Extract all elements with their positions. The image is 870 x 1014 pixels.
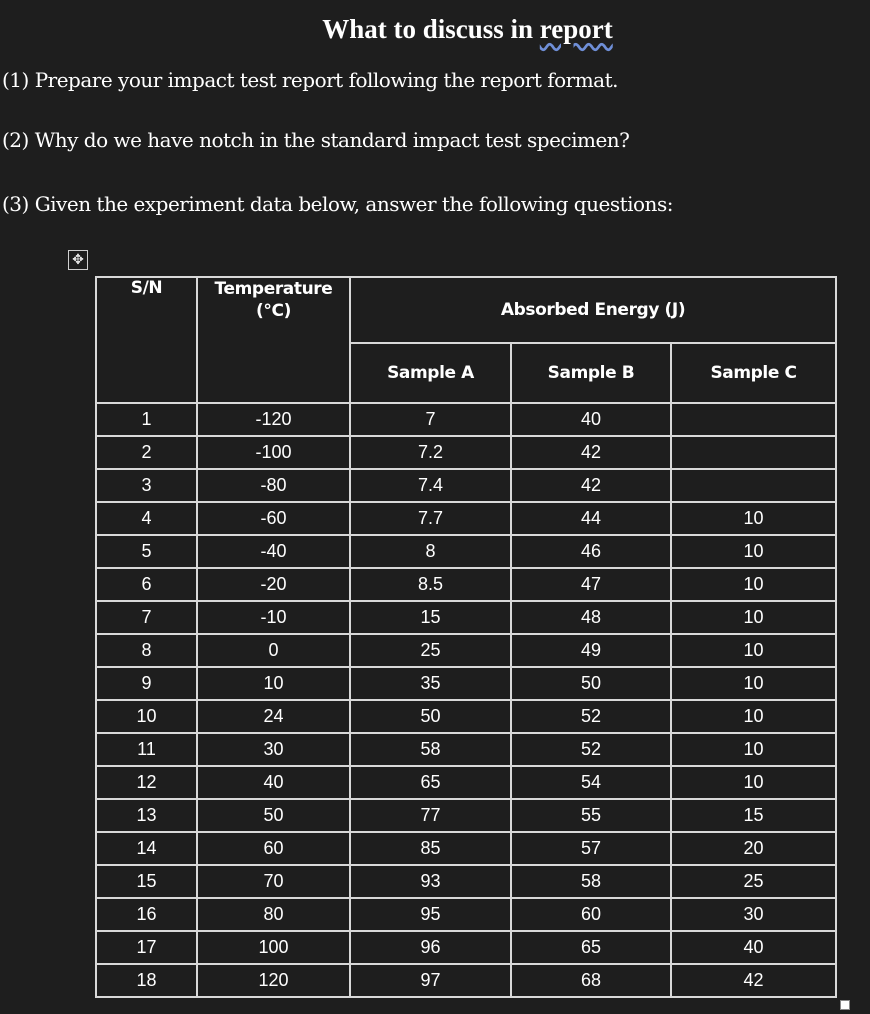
- cell-sn: 15: [96, 865, 197, 898]
- table-row: [96, 535, 836, 568]
- table-row: [96, 700, 836, 733]
- cell-c: 10: [671, 766, 836, 799]
- cell-sn: 16: [96, 898, 197, 931]
- cell-temp: -40: [197, 535, 350, 568]
- cell-sn: 8: [96, 634, 197, 667]
- table-row: [96, 601, 836, 634]
- header-temperature-label: Temperature: [214, 279, 333, 299]
- cell-temp: 50: [197, 799, 350, 832]
- cell-sn: 18: [96, 964, 197, 997]
- data-table: [95, 276, 837, 998]
- cell-b: 42: [511, 469, 671, 502]
- table-row: [96, 964, 836, 997]
- cell-temp: -80: [197, 469, 350, 502]
- cell-sn: 1: [96, 403, 197, 436]
- cell-a: 7.2: [350, 436, 511, 469]
- cell-a: 8: [350, 535, 511, 568]
- cell-b: 46: [511, 535, 671, 568]
- cell-temp: 10: [197, 667, 350, 700]
- cell-b: 54: [511, 766, 671, 799]
- cell-b: 55: [511, 799, 671, 832]
- cell-a: 7: [350, 403, 511, 436]
- cell-c: 10: [671, 634, 836, 667]
- cell-c: 10: [671, 733, 836, 766]
- cell-temp: -60: [197, 502, 350, 535]
- table-row: [96, 799, 836, 832]
- cell-c: 30: [671, 898, 836, 931]
- cell-c: [671, 436, 836, 469]
- cell-temp: 30: [197, 733, 350, 766]
- cell-sn: 12: [96, 766, 197, 799]
- header-sample-a: Sample A: [350, 343, 511, 403]
- cell-temp: 60: [197, 832, 350, 865]
- table-row: [96, 568, 836, 601]
- question-2: (2) Why do we have notch in the standard impact test specimen?: [2, 128, 630, 152]
- cell-temp: -100: [197, 436, 350, 469]
- cell-temp: -120: [197, 403, 350, 436]
- cell-b: 52: [511, 733, 671, 766]
- cell-a: 50: [350, 700, 511, 733]
- cell-sn: 14: [96, 832, 197, 865]
- cell-a: 35: [350, 667, 511, 700]
- cell-a: 85: [350, 832, 511, 865]
- cell-sn: 17: [96, 931, 197, 964]
- cell-sn: 3: [96, 469, 197, 502]
- cell-b: 60: [511, 898, 671, 931]
- cell-sn: 2: [96, 436, 197, 469]
- cell-a: 7.7: [350, 502, 511, 535]
- cell-c: 10: [671, 535, 836, 568]
- cell-c: 10: [671, 601, 836, 634]
- cell-temp: 0: [197, 634, 350, 667]
- cell-a: 93: [350, 865, 511, 898]
- cell-b: 58: [511, 865, 671, 898]
- table-row: [96, 931, 836, 964]
- question-3: (3) Given the experiment data below, answer the following questions:: [2, 192, 673, 216]
- cell-a: 7.4: [350, 469, 511, 502]
- cell-temp: -10: [197, 601, 350, 634]
- cell-b: 65: [511, 931, 671, 964]
- table-row: [96, 766, 836, 799]
- cell-b: 47: [511, 568, 671, 601]
- cell-sn: 5: [96, 535, 197, 568]
- table-row: [96, 898, 836, 931]
- cell-temp: 120: [197, 964, 350, 997]
- question-1: (1) Prepare your impact test report following the report format.: [2, 68, 618, 92]
- cell-a: 65: [350, 766, 511, 799]
- title-prefix: What to discuss in: [322, 14, 540, 44]
- table-row: [96, 865, 836, 898]
- cell-sn: 4: [96, 502, 197, 535]
- header-sn: S/N: [96, 277, 197, 403]
- cell-a: 15: [350, 601, 511, 634]
- cell-sn: 7: [96, 601, 197, 634]
- cell-sn: 11: [96, 733, 197, 766]
- header-temperature: [197, 277, 350, 403]
- cell-a: 77: [350, 799, 511, 832]
- header-sample-c: Sample C: [671, 343, 836, 403]
- cell-b: 50: [511, 667, 671, 700]
- table-body: [96, 403, 836, 997]
- cell-c: 10: [671, 568, 836, 601]
- cell-c: 20: [671, 832, 836, 865]
- table-row: [96, 634, 836, 667]
- cell-temp: 70: [197, 865, 350, 898]
- cell-c: 42: [671, 964, 836, 997]
- cell-c: 25: [671, 865, 836, 898]
- cell-sn: 9: [96, 667, 197, 700]
- cell-b: 68: [511, 964, 671, 997]
- cell-c: [671, 469, 836, 502]
- cell-b: 57: [511, 832, 671, 865]
- cell-temp: 100: [197, 931, 350, 964]
- cell-sn: 10: [96, 700, 197, 733]
- cell-c: 10: [671, 700, 836, 733]
- header-absorbed-energy: Absorbed Energy (J): [350, 277, 836, 343]
- table-row: [96, 403, 836, 436]
- cell-temp: 80: [197, 898, 350, 931]
- title-underlined-word: report: [539, 14, 613, 44]
- cell-temp: -20: [197, 568, 350, 601]
- cell-temp: 24: [197, 700, 350, 733]
- cell-b: 40: [511, 403, 671, 436]
- table-row: [96, 469, 836, 502]
- cell-c: 15: [671, 799, 836, 832]
- cell-c: 10: [671, 502, 836, 535]
- cell-a: 96: [350, 931, 511, 964]
- table-row: [96, 733, 836, 766]
- cell-b: 42: [511, 436, 671, 469]
- cell-c: 10: [671, 667, 836, 700]
- cell-c: 40: [671, 931, 836, 964]
- table-row: [96, 832, 836, 865]
- cell-temp: 40: [197, 766, 350, 799]
- cell-b: 44: [511, 502, 671, 535]
- cell-a: 97: [350, 964, 511, 997]
- header-temperature-unit: (°C): [256, 301, 291, 321]
- cell-a: 8.5: [350, 568, 511, 601]
- cell-a: 58: [350, 733, 511, 766]
- cell-sn: 6: [96, 568, 197, 601]
- move-arrows-icon[interactable]: ✥: [68, 250, 88, 270]
- resize-handle[interactable]: [840, 1000, 850, 1010]
- cell-b: 52: [511, 700, 671, 733]
- cell-sn: 13: [96, 799, 197, 832]
- cell-b: 49: [511, 634, 671, 667]
- table-row: [96, 502, 836, 535]
- cell-a: 95: [350, 898, 511, 931]
- table-row: [96, 667, 836, 700]
- cell-b: 48: [511, 601, 671, 634]
- header-sample-b: Sample B: [511, 343, 671, 403]
- cell-a: 25: [350, 634, 511, 667]
- page-title: [0, 14, 870, 45]
- cell-c: [671, 403, 836, 436]
- table-row: [96, 436, 836, 469]
